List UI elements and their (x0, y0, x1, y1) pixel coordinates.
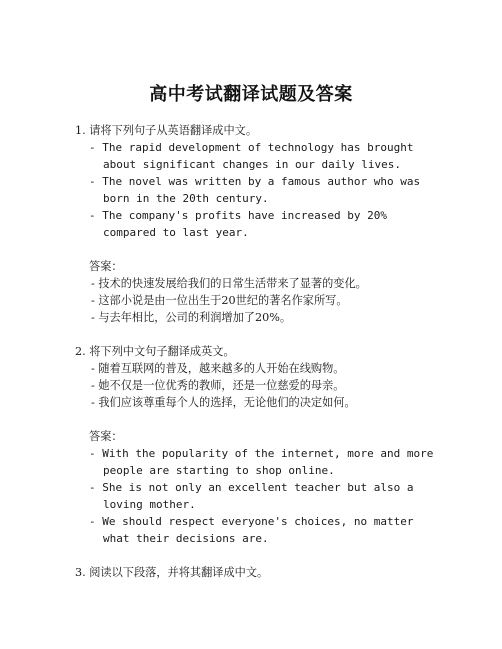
question-2-answer: - She is not only an excellent teacher but also a loving mother. (89, 481, 421, 511)
question-1-item: - The company's profits have increased by 20% compared to last year. (89, 209, 394, 239)
question-1-prompt: 1. 请将下列句子从英语翻译成中文。 (75, 124, 258, 137)
question-1-answer: - 技术的快速发展给我们的日常生活带来了显著的变化。 (91, 277, 367, 290)
question-1-answer-label: 答案： (89, 260, 123, 273)
question-2-answer: - We should respect everyone's choices, no matter what their decisions are. (89, 515, 421, 545)
question-2-item: - 她不仅是一位优秀的教师，还是一位慈爱的母亲。 (91, 379, 345, 392)
question-2-item: - 我们应该尊重每个人的选择，无论他们的决定如何。 (91, 396, 356, 409)
question-1-answer: - 与去年相比，公司的利润增加了20%。 (91, 311, 292, 324)
question-2-answer: - With the popularity of the internet, more and more people are starting to shop online. (89, 447, 440, 477)
question-1-item: - The novel was written by a famous author who was born in the 20th century. (89, 175, 427, 205)
question-1 (75, 122, 435, 326)
document-body (75, 122, 440, 581)
page-title: 高中考试翻译试题及答案 (149, 84, 353, 105)
spacer (75, 547, 435, 564)
question-2-prompt: 2. 将下列中文句子翻译成英文。 (75, 345, 235, 358)
question-1-answer: - 这部小说是由一位出生于20世纪的著名作家所写。 (91, 294, 348, 307)
spacer (75, 326, 435, 343)
question-2-item: - 随着互联网的普及，越来越多的人开始在线购物。 (91, 362, 345, 375)
question-3-prompt: 3. 阅读以下段落，并将其翻译成中文。 (75, 566, 269, 579)
question-3 (75, 564, 435, 581)
question-1-item: - The rapid development of technology has brought about significant changes in our daily lives. (89, 141, 421, 171)
question-2 (75, 343, 440, 547)
question-2-answer-label: 答案： (89, 430, 123, 443)
